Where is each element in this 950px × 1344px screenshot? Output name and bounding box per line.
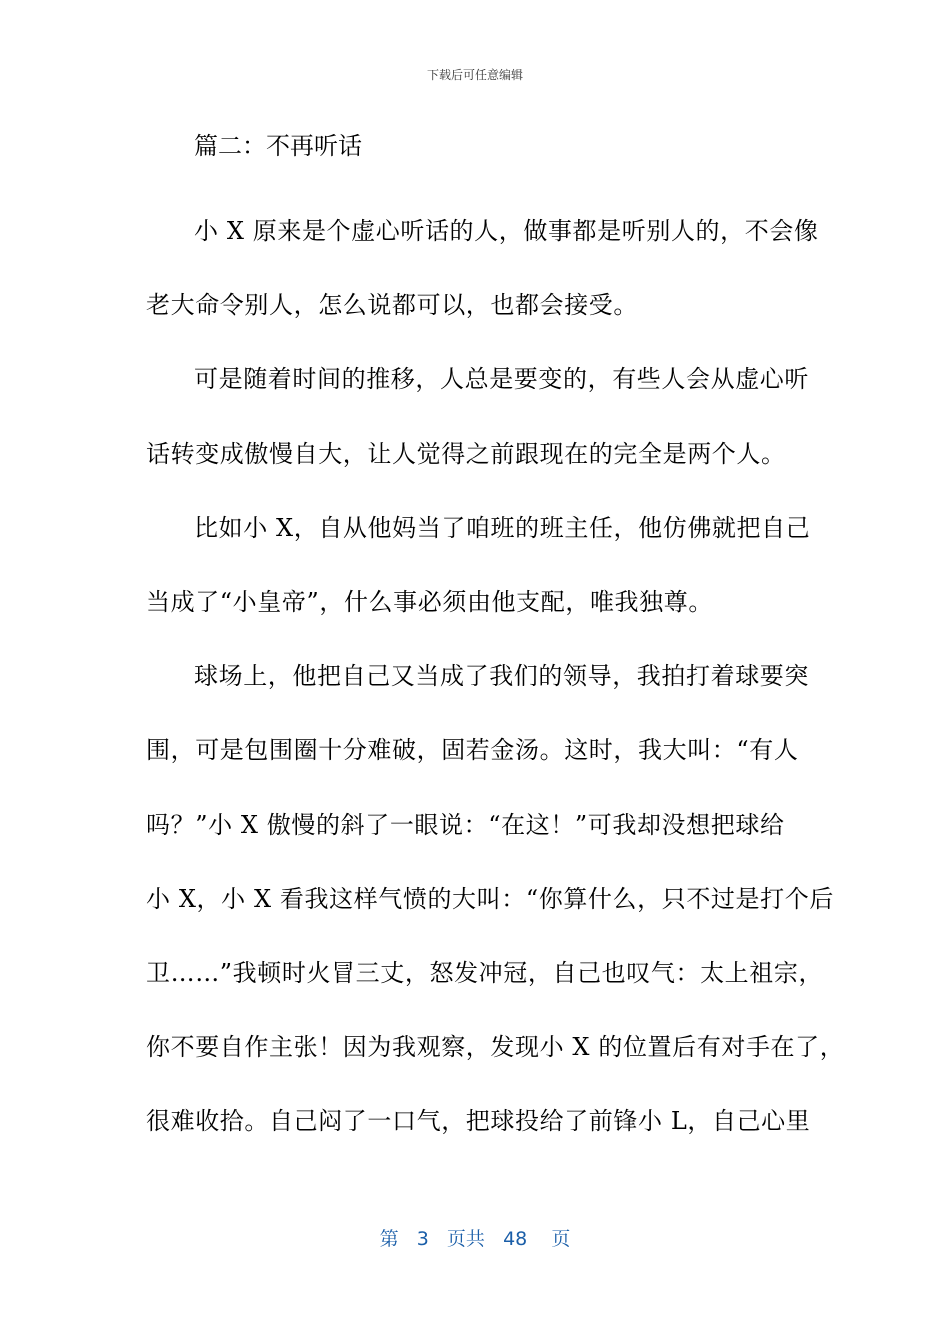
footer-page-number: 3 <box>416 1228 429 1250</box>
section-title: 篇二：不再听话 <box>194 132 362 160</box>
page-header: 下载后可任意编辑 <box>426 68 523 82</box>
text-line: 当成了“小皇帝”，什么事必须由他支配，唯我独尊。 <box>146 587 713 616</box>
page-footer <box>0 1224 950 1251</box>
text-line: 围，可是包围圈十分难破，固若金汤。这时，我大叫：“有人 <box>146 736 799 765</box>
text-line: 小 X，小 X 看我这样气愤的大叫：“你算什么，只不过是打个后 <box>146 884 834 913</box>
title-spacer <box>146 170 810 194</box>
footer-prefix: 第 <box>379 1228 399 1250</box>
text-line: 可是随着时间的推移，人总是要变的，有些人会从虚心听 <box>194 365 809 394</box>
footer-suffix: 页 <box>551 1228 571 1250</box>
footer-total-pages: 48 <box>503 1228 528 1250</box>
text-line: 吗？”小 X 傲慢的斜了一眼说：“在这！”可我却没想把球给 <box>146 810 785 839</box>
text-line: 老大命令别人，怎么说都可以，也都会接受。 <box>146 291 638 320</box>
text-line: 你不要自作主张！因为我观察，发现小 X 的位置后有对手在了， <box>146 1033 845 1062</box>
text-line: 卫……”我顿时火冒三丈，怒发冲冠，自己也叹气：太上祖宗， <box>146 958 824 987</box>
document-body <box>146 122 845 1158</box>
text-line: 比如小 X，自从他妈当了咱班的班主任，他仿佛就把自己 <box>194 513 811 542</box>
text-line: 很难收拾。自己闷了一口气，把球投给了前锋小 L，自己心里 <box>146 1107 811 1136</box>
footer-middle: 页共 <box>446 1228 485 1250</box>
text-line: 小 X 原来是个虚心听话的人，做事都是听别人的，不会像 <box>194 217 819 245</box>
text-line: 球场上，他把自己又当成了我们的领导，我拍打着球要突 <box>194 662 809 691</box>
text-line: 话转变成傲慢自大，让人觉得之前跟现在的完全是两个人。 <box>146 439 786 468</box>
